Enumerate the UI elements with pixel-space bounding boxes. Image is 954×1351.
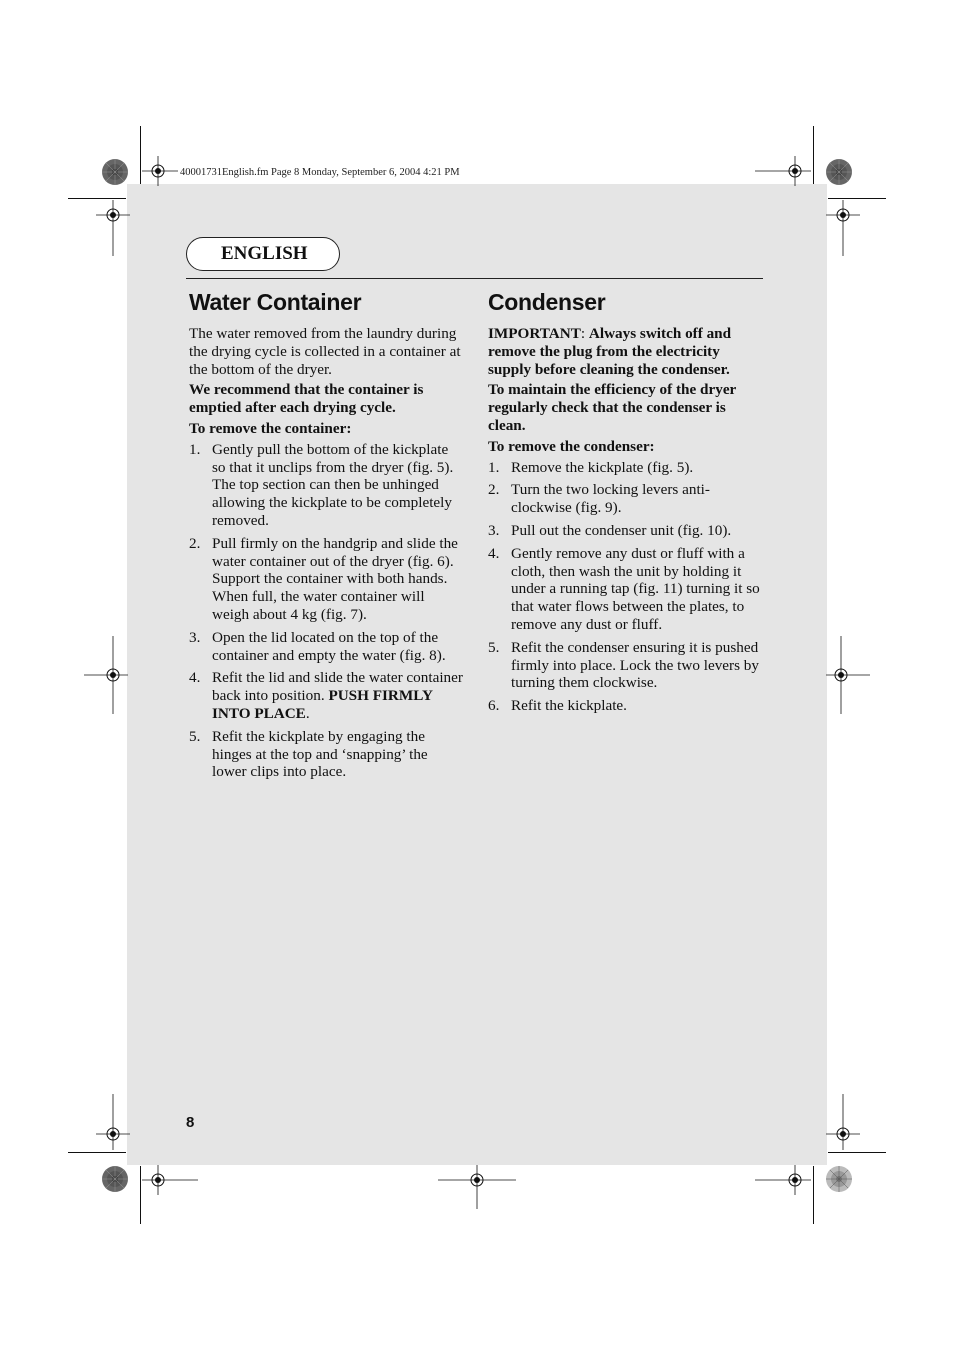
language-tab: ENGLISH bbox=[186, 237, 340, 271]
step-text: Refit the condenser ensuring it is pushed firmly into place. Lock the two levers by turning them clockwise. bbox=[511, 638, 759, 692]
color-target-icon bbox=[101, 1165, 129, 1193]
step-number: 4. bbox=[189, 669, 201, 687]
registration-crosshair-icon bbox=[438, 1165, 516, 1209]
trim-line bbox=[828, 1152, 886, 1153]
list-item bbox=[488, 545, 763, 634]
trim-line bbox=[68, 198, 126, 199]
step-text: Gently remove any dust or fluff with a cloth, then wash the unit by holding it under a running tap (fig. 11) turning it so that water flows between the plates, to remove any dust or fluff. bbox=[511, 544, 760, 633]
list-item bbox=[189, 728, 465, 781]
registration-crosshair-icon bbox=[96, 200, 130, 256]
section-heading: Water Container bbox=[189, 289, 362, 315]
step-text: Pull out the condenser unit (fig. 10). bbox=[511, 521, 732, 539]
step-text: Refit the lid and slide the water container back into position. bbox=[212, 669, 463, 705]
intro-paragraph: The water removed from the laundry during the drying cycle is collected in a container at the bottom of the dryer. bbox=[189, 325, 461, 378]
step-number: 2. bbox=[488, 481, 500, 499]
registration-crosshair-icon bbox=[142, 156, 178, 186]
registration-crosshair-icon bbox=[755, 1165, 811, 1195]
step-text: Refit the kickplate. bbox=[511, 697, 627, 715]
step-text: Refit the kickplate by engaging the hinges at the top and ‘snapping’ the lower clips into place. bbox=[212, 727, 428, 781]
step-emphasis: PUSH FIRMLY INTO PLACE bbox=[212, 687, 433, 722]
step-number: 3. bbox=[488, 521, 500, 539]
step-number: 1. bbox=[189, 440, 201, 458]
list-item bbox=[189, 441, 465, 530]
subheading: To remove the container: bbox=[189, 419, 352, 437]
list-item bbox=[488, 639, 763, 692]
steps-list bbox=[488, 459, 763, 715]
important-separator: : bbox=[580, 325, 589, 342]
step-text: Remove the kickplate (fig. 5). bbox=[511, 458, 694, 476]
step-number: 2. bbox=[189, 534, 201, 552]
registration-crosshair-icon bbox=[826, 200, 860, 256]
trim-line bbox=[813, 1166, 814, 1224]
step-tail: . bbox=[305, 704, 310, 722]
list-item bbox=[488, 481, 763, 517]
step-number: 5. bbox=[189, 727, 201, 745]
trim-line bbox=[140, 126, 141, 184]
trim-line bbox=[140, 1166, 141, 1224]
step-number: 3. bbox=[189, 628, 201, 646]
registration-crosshair-icon bbox=[755, 156, 811, 186]
step-text: Pull firmly on the handgrip and slide the water container out of the dryer (fig. 6). Support the container with both hands. When full, the water container will weigh about 4 kg (fig. 7). bbox=[212, 534, 458, 623]
maintain-paragraph: To maintain the efficiency of the dryer regularly check that the condenser is clean. bbox=[488, 381, 737, 434]
trim-line bbox=[828, 198, 886, 199]
registration-crosshair-icon bbox=[96, 1094, 130, 1150]
registration-crosshair-icon bbox=[142, 1165, 198, 1195]
step-number: 4. bbox=[488, 544, 500, 562]
step-number: 6. bbox=[488, 697, 500, 715]
list-item bbox=[488, 459, 763, 477]
condenser-section bbox=[488, 288, 763, 720]
color-target-icon bbox=[825, 158, 853, 186]
important-text: Always switch off and remove the plug from the electricity supply before cleaning the condenser. bbox=[488, 325, 732, 378]
list-item bbox=[189, 535, 465, 624]
subheading: To remove the condenser: bbox=[488, 437, 655, 455]
trim-line bbox=[68, 1152, 126, 1153]
list-item bbox=[189, 629, 465, 665]
color-target-icon bbox=[825, 1165, 853, 1193]
important-label: IMPORTANT bbox=[488, 325, 581, 342]
registration-crosshair-icon bbox=[826, 1094, 860, 1150]
list-item bbox=[488, 697, 763, 715]
trim-line bbox=[813, 126, 814, 184]
section-heading: Condenser bbox=[488, 289, 606, 315]
recommendation-paragraph: We recommend that the container is emptied after each drying cycle. bbox=[189, 381, 424, 417]
page-number: 8 bbox=[186, 1114, 195, 1131]
step-text: Turn the two locking levers anti-clockwise (fig. 9). bbox=[511, 481, 710, 517]
steps-list bbox=[189, 441, 465, 781]
list-item bbox=[189, 669, 465, 722]
header-rule bbox=[186, 278, 763, 279]
step-number: 5. bbox=[488, 638, 500, 656]
file-header: 40001731English.fm Page 8 Monday, September 6, 2004 4:21 PM bbox=[180, 167, 460, 178]
step-number: 1. bbox=[488, 458, 500, 476]
list-item bbox=[488, 522, 763, 540]
step-text: Gently pull the bottom of the kickplate so that it unclips from the dryer (fig. 5). The top section can then be unhinged allowing the kickplate to be completely removed. bbox=[212, 440, 454, 529]
water-container-section bbox=[189, 288, 465, 786]
color-target-icon bbox=[101, 158, 129, 186]
registration-crosshair-icon bbox=[84, 636, 128, 714]
step-text: Open the lid located on the top of the container and empty the water (fig. 8). bbox=[212, 628, 446, 664]
registration-crosshair-icon bbox=[826, 636, 870, 714]
